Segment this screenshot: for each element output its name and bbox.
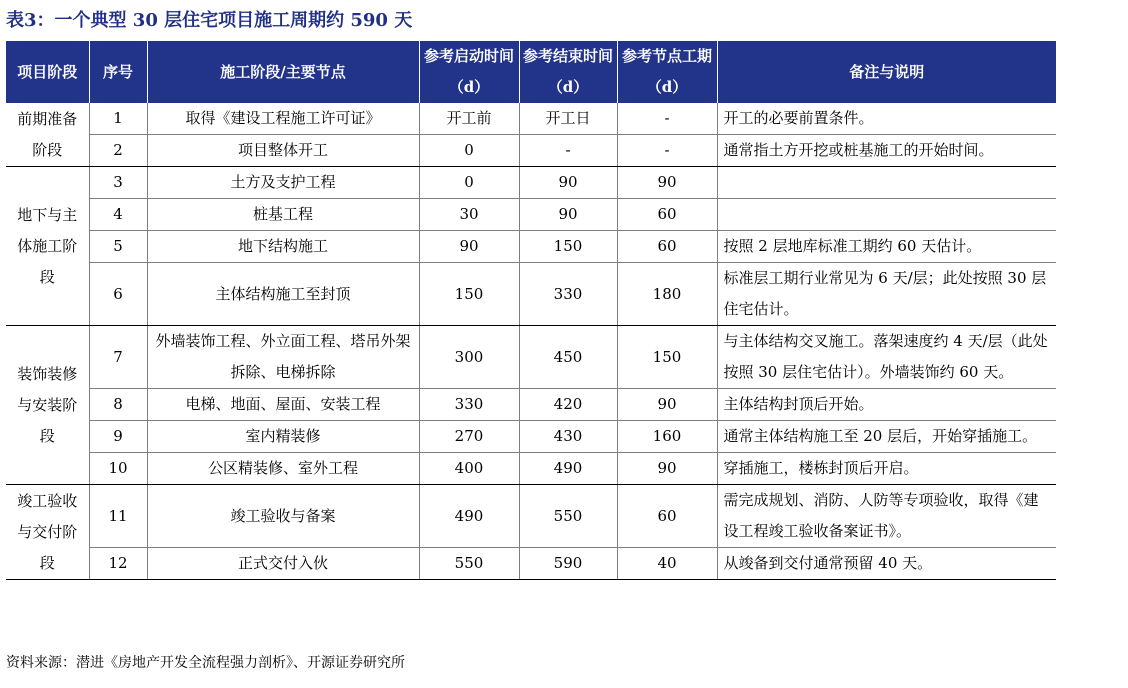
node-cell: 电梯、地面、屋面、安装工程 [147, 389, 419, 421]
table-row [6, 421, 1056, 453]
node-cell: 主体结构施工至封顶 [147, 263, 419, 326]
no-cell: 1 [89, 103, 147, 135]
node-cell: 正式交付入伙 [147, 548, 419, 580]
end-cell: 90 [519, 167, 617, 199]
table-row [6, 453, 1056, 485]
start-cell: 550 [419, 548, 519, 580]
header-node: 施工阶段/主要节点 [147, 41, 419, 103]
no-cell: 5 [89, 231, 147, 263]
table-header-row [6, 41, 1056, 103]
phase-cell: 竣工验收与交付阶段 [6, 485, 89, 580]
table-row [6, 167, 1056, 199]
node-cell: 公区精装修、室外工程 [147, 453, 419, 485]
start-cell: 400 [419, 453, 519, 485]
table-title: 表3：一个典型 30 层住宅项目施工周期约 590 天 [6, 10, 413, 31]
phase-cell: 装饰装修与安装阶段 [6, 326, 89, 485]
duration-cell: 180 [617, 263, 717, 326]
table-row [6, 263, 1056, 326]
header-duration: 参考节点工期（d） [617, 41, 717, 103]
start-cell: 490 [419, 485, 519, 548]
table-row [6, 548, 1056, 580]
duration-cell: - [617, 103, 717, 135]
end-cell: 490 [519, 453, 617, 485]
table-row [6, 103, 1056, 135]
start-cell: 30 [419, 199, 519, 231]
node-cell: 项目整体开工 [147, 135, 419, 167]
table-row [6, 389, 1056, 421]
start-cell: 90 [419, 231, 519, 263]
no-cell: 4 [89, 199, 147, 231]
table-row [6, 135, 1056, 167]
table-row [6, 326, 1056, 389]
duration-cell: 60 [617, 485, 717, 548]
note-cell: 与主体结构交叉施工。落架速度约 4 天/层（此处按照 30 层住宅估计）。外墙装饰约 60 天。 [717, 326, 1056, 389]
no-cell: 12 [89, 548, 147, 580]
no-cell: 3 [89, 167, 147, 199]
note-cell: 主体结构封顶后开始。 [717, 389, 1056, 421]
no-cell: 7 [89, 326, 147, 389]
note-cell: 标准层工期行业常见为 6 天/层；此处按照 30 层住宅估计。 [717, 263, 1056, 326]
duration-cell: 90 [617, 167, 717, 199]
note-cell [717, 199, 1056, 231]
schedule-table [6, 41, 1056, 580]
phase-cell: 前期准备阶段 [6, 103, 89, 167]
start-cell: 270 [419, 421, 519, 453]
phase-cell: 地下与主体施工阶段 [6, 167, 89, 326]
end-cell: 550 [519, 485, 617, 548]
start-cell: 0 [419, 135, 519, 167]
node-cell: 室内精装修 [147, 421, 419, 453]
end-cell: 开工日 [519, 103, 617, 135]
duration-cell: 60 [617, 199, 717, 231]
start-cell: 0 [419, 167, 519, 199]
note-cell: 开工的必要前置条件。 [717, 103, 1056, 135]
node-cell: 桩基工程 [147, 199, 419, 231]
note-cell [717, 167, 1056, 199]
header-start: 参考启动时间（d） [419, 41, 519, 103]
node-cell: 竣工验收与备案 [147, 485, 419, 548]
duration-cell: 90 [617, 453, 717, 485]
end-cell: 330 [519, 263, 617, 326]
duration-cell: 90 [617, 389, 717, 421]
end-cell: 430 [519, 421, 617, 453]
node-cell: 外墙装饰工程、外立面工程、塔吊外架拆除、电梯拆除 [147, 326, 419, 389]
header-note: 备注与说明 [717, 41, 1056, 103]
no-cell: 6 [89, 263, 147, 326]
note-cell: 通常指土方开挖或桩基施工的开始时间。 [717, 135, 1056, 167]
header-no: 序号 [89, 41, 147, 103]
note-cell: 穿插施工，楼栋封顶后开启。 [717, 453, 1056, 485]
node-cell: 地下结构施工 [147, 231, 419, 263]
node-cell: 土方及支护工程 [147, 167, 419, 199]
note-cell: 从竣备到交付通常预留 40 天。 [717, 548, 1056, 580]
duration-cell: 150 [617, 326, 717, 389]
node-cell: 取得《建设工程施工许可证》 [147, 103, 419, 135]
header-phase: 项目阶段 [6, 41, 89, 103]
table-row [6, 231, 1056, 263]
end-cell: 450 [519, 326, 617, 389]
start-cell: 330 [419, 389, 519, 421]
schedule-table-wrap [6, 41, 1056, 580]
note-cell: 需完成规划、消防、人防等专项验收，取得《建设工程竣工验收备案证书》。 [717, 485, 1056, 548]
start-cell: 300 [419, 326, 519, 389]
note-cell: 按照 2 层地库标准工期约 60 天估计。 [717, 231, 1056, 263]
no-cell: 8 [89, 389, 147, 421]
no-cell: 11 [89, 485, 147, 548]
table-row [6, 199, 1056, 231]
header-end: 参考结束时间（d） [519, 41, 617, 103]
end-cell: 150 [519, 231, 617, 263]
source-note: 资料来源：潜进《房地产开发全流程强力剖析》、开源证券研究所 [6, 655, 405, 671]
table-row [6, 485, 1056, 548]
no-cell: 9 [89, 421, 147, 453]
start-cell: 150 [419, 263, 519, 326]
duration-cell: 160 [617, 421, 717, 453]
duration-cell: 60 [617, 231, 717, 263]
start-cell: 开工前 [419, 103, 519, 135]
end-cell: 90 [519, 199, 617, 231]
end-cell: 590 [519, 548, 617, 580]
no-cell: 10 [89, 453, 147, 485]
duration-cell: - [617, 135, 717, 167]
end-cell: 420 [519, 389, 617, 421]
end-cell: - [519, 135, 617, 167]
note-cell: 通常主体结构施工至 20 层后，开始穿插施工。 [717, 421, 1056, 453]
no-cell: 2 [89, 135, 147, 167]
duration-cell: 40 [617, 548, 717, 580]
